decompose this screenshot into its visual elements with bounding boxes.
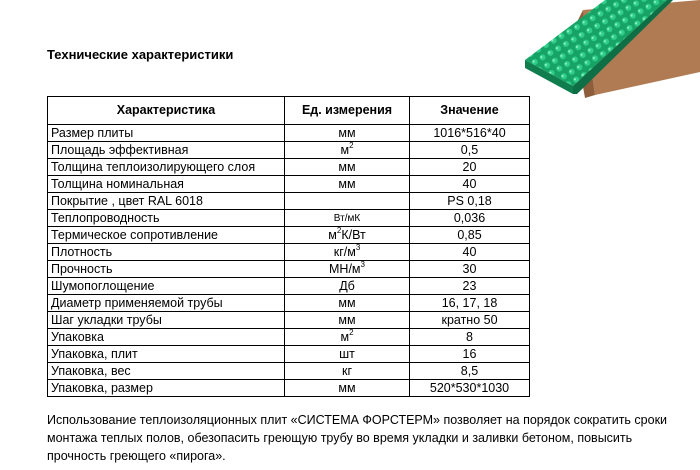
unit-exponent: 3	[355, 243, 361, 252]
row-name: Упаковка, размер	[48, 380, 285, 397]
insulation-panel-photo	[525, 0, 700, 100]
row-value: 0,85	[410, 227, 530, 244]
table-row	[48, 210, 530, 227]
row-unit	[285, 261, 410, 278]
row-value: 0,5	[410, 142, 530, 159]
unit-base: кг/м	[333, 245, 356, 259]
row-name: Упаковка, плит	[48, 346, 285, 363]
row-unit: мм	[285, 159, 410, 176]
row-unit: шт	[285, 346, 410, 363]
table-row	[48, 295, 530, 312]
row-value: 30	[410, 261, 530, 278]
table-row	[48, 159, 530, 176]
row-name: Шумопоглощение	[48, 278, 285, 295]
description-paragraph: Использование теплоизоляционных плит «СИСТЕМА ФОРСТЕРМ» позволяет на порядок сократить сроки монтажа теплых полов, обезопасить греющую трубу во время укладки и заливки бетоном, повысить прочность греющего «пирога».	[47, 413, 668, 463]
unit-base: м	[340, 143, 350, 157]
unit-tail: К/Вт	[341, 228, 366, 242]
row-name: Прочность	[48, 261, 285, 278]
row-name: Диаметр применяемой трубы	[48, 295, 285, 312]
table-row	[48, 244, 530, 261]
unit-exponent: 2	[349, 141, 354, 150]
row-name: Плотность	[48, 244, 285, 261]
table-row	[48, 312, 530, 329]
table-row	[48, 346, 530, 363]
row-unit: мм	[285, 125, 410, 142]
row-value: 16	[410, 346, 530, 363]
header-value: Значение	[410, 97, 530, 125]
row-unit	[285, 329, 410, 346]
row-value: 40	[410, 176, 530, 193]
row-name: Теплопроводность	[48, 210, 285, 227]
section-title: Технические характеристики	[47, 47, 234, 62]
row-unit: Дб	[285, 278, 410, 295]
row-value: 40	[410, 244, 530, 261]
row-value: 23	[410, 278, 530, 295]
table-row	[48, 261, 530, 278]
row-name: Площадь эффективная	[48, 142, 285, 159]
unit-exponent: 3	[360, 260, 365, 269]
row-unit	[285, 142, 410, 159]
row-unit: мм	[285, 380, 410, 397]
row-name: Толщина теплоизолирующего слоя	[48, 159, 285, 176]
row-name: Покрытие , цвет RAL 6018	[48, 193, 285, 210]
row-unit	[285, 244, 410, 261]
row-unit: мм	[285, 176, 410, 193]
row-name: Упаковка	[48, 329, 285, 346]
unit-exponent: 2	[336, 226, 342, 235]
header-unit: Ед. измерения	[285, 97, 410, 125]
table-row	[48, 125, 530, 142]
table-row	[48, 278, 530, 295]
row-unit: мм	[285, 295, 410, 312]
row-value: PS 0,18	[410, 193, 530, 210]
table-row	[48, 329, 530, 346]
row-value: 16, 17, 18	[410, 295, 530, 312]
row-unit	[285, 227, 410, 244]
table-row	[48, 176, 530, 193]
row-unit: мм	[285, 312, 410, 329]
row-name: Толщина номинальная	[48, 176, 285, 193]
table-row	[48, 363, 530, 380]
row-value: 8	[410, 329, 530, 346]
unit-exponent: 2	[349, 328, 354, 337]
row-name: Упаковка, вес	[48, 363, 285, 380]
row-unit	[285, 193, 410, 210]
table-header-row	[48, 97, 530, 125]
unit-base: м	[340, 330, 350, 344]
row-name: Шаг укладки трубы	[48, 312, 285, 329]
table-row	[48, 227, 530, 244]
row-value: 520*530*1030	[410, 380, 530, 397]
row-unit: кг	[285, 363, 410, 380]
table-row	[48, 193, 530, 210]
unit-base: м	[328, 228, 337, 242]
header-characteristic: Характеристика	[48, 97, 285, 125]
row-unit: Вт/мК	[285, 210, 410, 227]
row-name: Размер плиты	[48, 125, 285, 142]
table-row	[48, 380, 530, 397]
row-value: 20	[410, 159, 530, 176]
row-value: кратно 50	[410, 312, 530, 329]
unit-base: МН/м	[329, 262, 361, 276]
row-name: Термическое сопротивление	[48, 227, 285, 244]
row-value: 8,5	[410, 363, 530, 380]
table-row	[48, 142, 530, 159]
row-value: 0,036	[410, 210, 530, 227]
specs-table	[47, 96, 530, 397]
row-value: 1016*516*40	[410, 125, 530, 142]
